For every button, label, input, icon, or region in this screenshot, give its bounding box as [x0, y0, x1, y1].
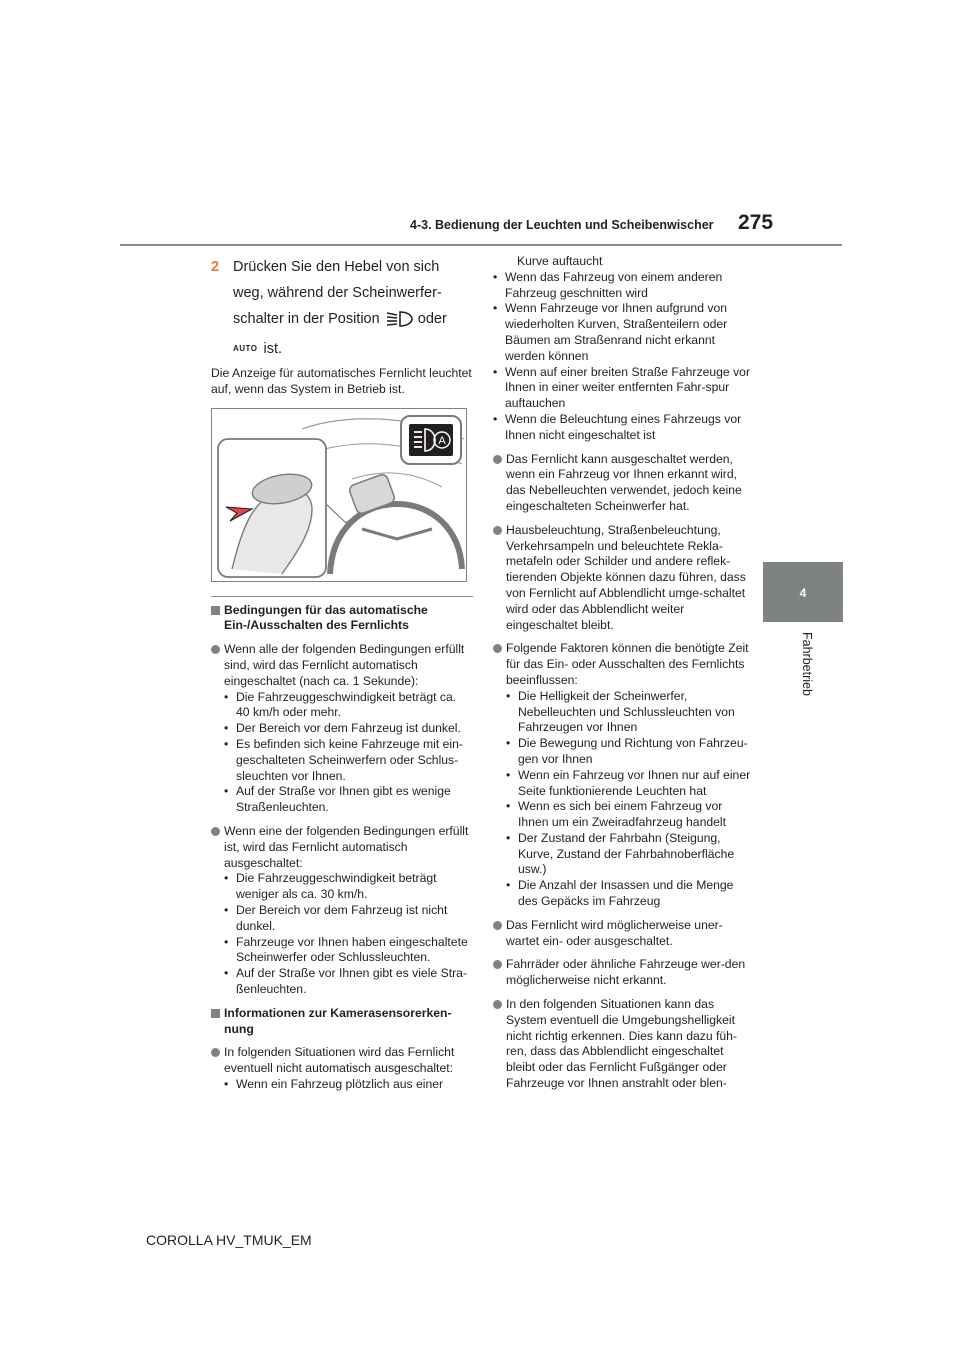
- instruction-step: [211, 254, 473, 332]
- left-column: [211, 254, 473, 1101]
- circle-bullet-icon: [493, 644, 502, 653]
- section-divider: [211, 596, 473, 597]
- headlight-icon: [384, 310, 414, 328]
- steering-lever-illustration: [211, 408, 467, 582]
- circle-bullet-icon: [493, 455, 502, 464]
- circle-bullet-icon: [493, 921, 502, 930]
- list-item: In den folgenden Situationen kann das System eventuell die Umgebungshelligkeit nicht richtig erkennen. Dies kann dazu füh-ren, dass das Abblendlicht eingeschaltet bleibt oder das Fernlicht Fußgänger oder Fahrzeuge vor Ihnen anstrahlt oder blen-: [493, 997, 751, 1092]
- square-bullet-icon: [211, 1009, 220, 1018]
- auto-icon: AUTO: [233, 344, 258, 353]
- list-item: Wenn alle der folgenden Bedingungen erfüllt sind, wird das Fernlicht automatisch eingeschaltet (nach ca. 1 Sekunde): • Die Fahrzeuggeschwindigkeit beträgt ca. 40 km/h oder mehr. • Der Bereich vor dem Fahrzeug ist dunkel. • Es befinden sich keine Fahrzeuge mit ein-geschalteten Scheinwerfern oder Schlus-sleuchten vor Ihnen. • Auf der Straße vor Ihnen gibt es wenige Straßenleuchten.: [211, 642, 473, 816]
- footer-model-code: COROLLA HV_TMUK_EM: [146, 1232, 312, 1248]
- circle-bullet-icon: [211, 827, 220, 836]
- circle-bullet-icon: [493, 526, 502, 535]
- circle-bullet-icon: [493, 960, 502, 969]
- circle-bullet-icon: [493, 1000, 502, 1009]
- svg-text:A: A: [438, 434, 446, 447]
- list-item: Folgende Faktoren können die benötigte Zeit für das Ein- oder Ausschalten des Fernlichts beeinflussen: • Die Helligkeit der Scheinwerfer, Nebelleuchten und Schlussleuchten von Fahrzeugen vor Ihnen • Die Bewegung und Richtung von Fahrzeu-gen vor Ihnen • Wenn ein Fahrzeug vor Ihnen nur auf einer Seite funktionierende Leuchten hat • Wenn es sich bei einem Fahrzeug vor Ihnen um ein Zweiradfahrzeug handelt • Der Zustand der Fahrbahn (Steigung, Kurve, Zustand der Fahrbahnoberfläche usw.) • Die Anzahl der Insassen und die Menge des Gepäcks im Fahrzeug: [493, 641, 751, 910]
- header-rule: [120, 244, 842, 246]
- chapter-name: Fahrbetrieb: [800, 632, 814, 696]
- intro-note: Die Anzeige für automatisches Fernlicht leuchtet auf, wenn das System in Betrieb ist.: [211, 366, 472, 396]
- circle-bullet-icon: [211, 645, 220, 654]
- list-item: Wenn eine der folgenden Bedingungen erfüllt ist, wird das Fernlicht automatisch ausgeschaltet: • Die Fahrzeuggeschwindigkeit beträgt weniger als ca. 30 km/h. • Der Bereich vor dem Fahrzeug ist nicht dunkel. • Fahrzeuge vor Ihnen haben eingeschaltete Scheinwerfer oder Schlussleuchten. • Auf der Straße vor Ihnen gibt es viele Stra-ßenleuchten.: [211, 824, 473, 998]
- step-number: 2: [211, 259, 220, 275]
- list-item: Fahrräder oder ähnliche Fahrzeuge wer-den möglicherweise nicht erkannt.: [493, 957, 751, 989]
- page-number: 275: [738, 211, 774, 234]
- list-item: Das Fernlicht kann ausgeschaltet werden, wenn ein Fahrzeug vor Ihnen erkannt wird, das Nebelleuchten verwendet, jedoch keine eingeschalteten Scheinwerfer hat.: [493, 452, 751, 515]
- list-item: In folgenden Situationen wird das Fernlicht eventuell nicht automatisch ausgeschaltet: • Wenn ein Fahrzeug plötzlich aus einer: [211, 1045, 473, 1092]
- step-text: Drücken Sie den Hebel von sich weg, während der Scheinwerfer-schalter in der Position oder: [233, 259, 447, 327]
- section-heading: Informationen zur Kamerasensorerken-nung: [211, 1006, 473, 1038]
- circle-bullet-icon: [211, 1048, 220, 1057]
- auto-line: AUTO ist.: [211, 336, 473, 362]
- list-item: Hausbeleuchtung, Straßenbeleuchtung, Verkehrsampeln und beleuchtete Rekla-metafeln oder Schilder und andere reflek-tierenden Objekte können dazu führen, dass von Fernlicht auf Abblendlicht umge-schaltet wird oder das Abblendlicht weiter eingeschaltet bleibt.: [493, 523, 751, 634]
- continued-text: Kurve auftaucht: [517, 254, 603, 268]
- right-column: Kurve auftaucht • Wenn das Fahrzeug von einem anderen Fahrzeug geschnitten wird • Wenn Fahrzeuge vor Ihnen aufgrund von wiederholten Kurven, Straßenteilern oder Bäumen am Straßenrand nicht erkannt werden können • Wenn auf einer breiten Straße Fahrzeuge vor Ihnen in einer weiter entfernten Fahr-spur auftauchen • Wenn die Beleuchtung eines Fahrzeugs vor Ihnen nicht eingeschaltet ist Das Fernlicht kann ausgeschaltet werden, wenn ein Fahrzeug vor Ihnen erkannt wird, das Nebelleuchten verwendet, jedoch keine eingeschalteten Scheinwerfer hat. Hausbeleuchtung, Straßenbeleuchtung, Verkehrsampeln und beleuchtete Rekla-metafeln oder Schilder und andere reflek-tierenden Objekte können dazu führen, dass von Fernlicht auf Abblendlicht umge-schaltet wird oder das Abblendlicht weiter eingeschaltet bleibt. Folgende Faktoren können die benötigte Zeit für das Ein- oder Ausschalten des Fernlichts beeinflussen: • Die Helligkeit der Scheinwerfer, Nebelleuchten und Schlussleuchten von Fahrzeugen vor Ihnen • Die Bewegung und Richtung von Fahrzeu-gen vor Ihnen • Wenn ein Fahrzeug vor Ihnen nur auf einer Seite funktionierende Leuchten hat • Wenn es sich bei einem Fahrzeug vor Ihnen um ein Zweiradfahrzeug handelt • Der Zustand der Fahrbahn (Steigung, Kurve, Zustand der Fahrbahnoberfläche usw.) • Die Anzahl der Insassen und die Menge des Gepäcks im Fahrzeug Das Fernlicht wird möglicherweise uner-wartet ein- oder ausgeschaltet. Fahrräder oder ähnliche Fahrzeuge wer-den möglicherweise nicht erkannt. In den folgenden Situationen kann das System eventuell die Umgebungshelligkeit nicht richtig erkennen. Dies kann dazu füh-ren, dass das Abblendlicht eingeschaltet bleibt oder das Fernlicht Fußgänger oder Fahrzeuge vor Ihnen anstrahlt oder blen-: [493, 254, 751, 1091]
- section-heading: Bedingungen für das automatische Ein-/Ausschalten des Fernlichts: [211, 603, 473, 635]
- list-item: Das Fernlicht wird möglicherweise uner-wartet ein- oder ausgeschaltet.: [493, 918, 751, 950]
- auto-high-beam-indicator-icon: [400, 415, 462, 465]
- section-title: 4-3. Bedienung der Leuchten und Scheibenwischer: [410, 218, 714, 232]
- square-bullet-icon: [211, 606, 220, 615]
- chapter-tab: [763, 562, 843, 622]
- chapter-number: 4: [799, 586, 807, 600]
